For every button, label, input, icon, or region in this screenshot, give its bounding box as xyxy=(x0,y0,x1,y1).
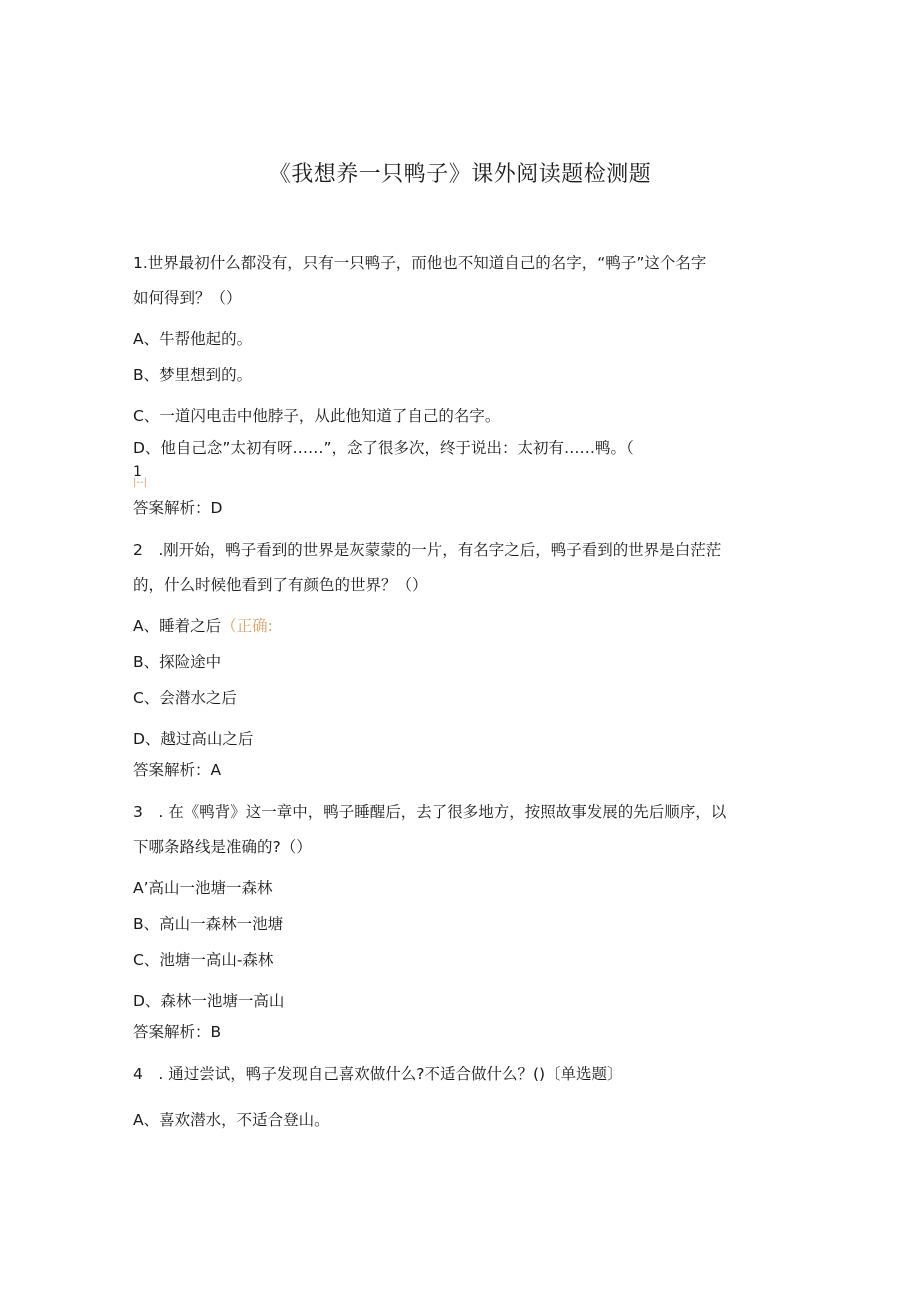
question-3-answer: 答案解析：B xyxy=(133,1023,222,1041)
question-3-option-b: B、高山一森林一池塘 xyxy=(133,915,284,933)
question-2-option-b: B、探险途中 xyxy=(133,653,222,671)
question-1-score-mark: |--| xyxy=(133,477,147,488)
question-3-option-c: C、池塘一高山-森林 xyxy=(133,951,274,969)
question-1-stem-line-1: 1.世界最初什么都没有，只有一只鸭子，而他也不知道自己的名字，“鸭子”这个名字 xyxy=(133,254,707,272)
question-2-option-a-text: A、睡着之后 xyxy=(133,617,222,635)
question-1-option-a: A、牛帮他起的。 xyxy=(133,330,253,348)
question-3-stem-line-1: 3 . 在《鸭背》这一章中，鸭子睡醒后，去了很多地方，按照故事发展的先后顺序，以 xyxy=(133,803,727,821)
question-3-option-d: D、森林一池塘一高山 xyxy=(133,992,285,1010)
question-1-score-digit: 1 xyxy=(133,464,142,480)
question-2-stem-line-1: 2 .刚开始，鸭子看到的世界是灰蒙蒙的一片，有名字之后，鸭子看到的世界是白茫茫 xyxy=(133,541,722,559)
question-2-stem-line-2: 的，什么时候他看到了有颜色的世界？（） xyxy=(133,576,428,594)
question-1-answer: 答案解析：D xyxy=(133,499,223,517)
question-1-option-d: D、他自己念”太初有呀……”，念了很多次，终于说出：太初有……鸭。（ xyxy=(133,439,634,457)
question-2-option-a xyxy=(133,615,273,637)
correct-tag: （正确: xyxy=(221,617,273,635)
page-title: 《我想养一只鸭子》课外阅读题检测题 xyxy=(268,162,652,187)
question-1-option-c: C、一道闪电击中他脖子，从此他知道了自己的名字。 xyxy=(133,407,501,425)
question-1-stem-line-2: 如何得到？（） xyxy=(133,289,242,307)
question-3-option-a: A’高山一池塘一森林 xyxy=(133,879,273,897)
question-3-stem-line-2: 下哪条路线是准确的?（） xyxy=(133,838,312,856)
question-4-option-a: A、喜欢潜水，不适合登山。 xyxy=(133,1111,330,1129)
question-2-answer: 答案解析：A xyxy=(133,761,222,779)
question-2-option-d: D、越过高山之后 xyxy=(133,730,254,748)
question-4-stem-line-1: 4 . 通过尝试，鸭子发现自己喜欢做什么?不适合做什么？()〔单选题〕 xyxy=(133,1065,623,1083)
question-1-option-b: B、梦里想到的。 xyxy=(133,366,253,384)
question-2-option-c: C、会潜水之后 xyxy=(133,689,237,707)
